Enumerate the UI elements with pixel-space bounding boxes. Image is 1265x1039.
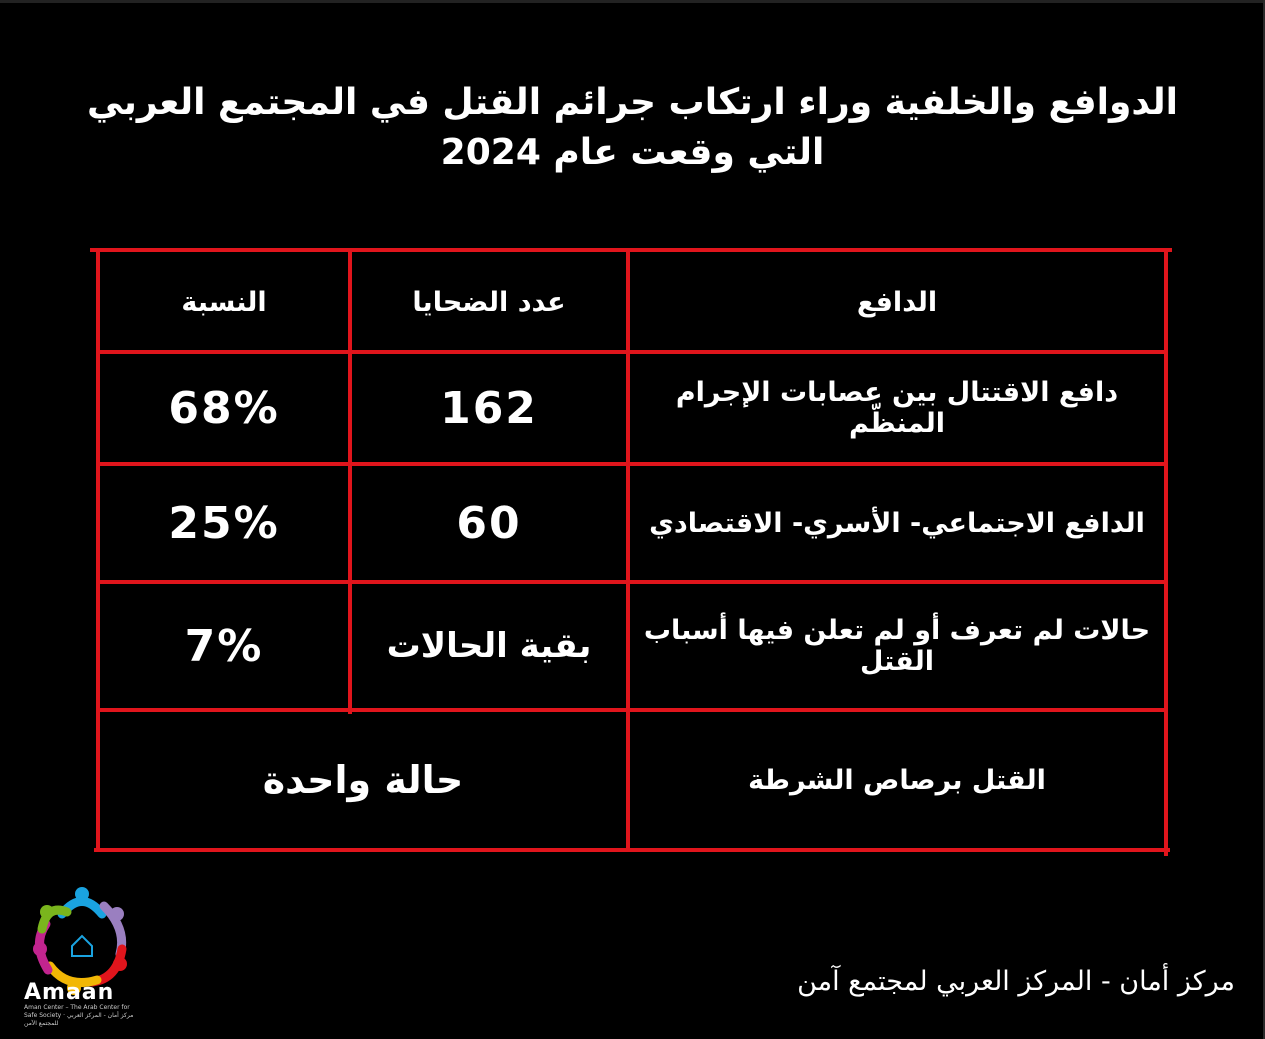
logo-house bbox=[72, 936, 92, 956]
row2-percent: 25% bbox=[168, 497, 280, 549]
header-percent: النسبة bbox=[181, 286, 267, 318]
header-reason: الدافع bbox=[856, 286, 938, 318]
row4-reason: القتل برصاص الشرطة bbox=[748, 764, 1046, 796]
top-border bbox=[0, 0, 1265, 3]
row1-reason: دافع الاقتتال بين عصابات الإجرام المنظّم bbox=[675, 377, 1119, 439]
table-border-right bbox=[1164, 248, 1168, 856]
row1-percent: 68% bbox=[168, 382, 280, 434]
logo-subtitle: Aman Center – The Arab Center for Safe Society · مركز أمان - المركز العربي للمجتمع الآمن bbox=[24, 1004, 134, 1027]
table-border-bottom bbox=[94, 848, 1170, 852]
row2-victims: 60 bbox=[456, 497, 522, 549]
footer-text: مركز أمان - المركز العربي لمجتمع آمن bbox=[797, 966, 1235, 997]
title-line-1: الدوافع والخلفية وراء ارتكاب جرائم القتل في المجتمع العربي bbox=[86, 82, 1179, 123]
logo-wordmark: Amaan bbox=[24, 980, 115, 1005]
row3-victims: بقية الحالات bbox=[386, 626, 592, 666]
row2-reason: الدافع الاجتماعي- الأسري- الاقتصادي bbox=[649, 507, 1145, 539]
row4-value: حالة واحدة bbox=[262, 758, 464, 802]
row3-reason: حالات لم تعرف أو لم تعلن فيها أسباب القتل bbox=[643, 615, 1151, 677]
row1-victims: 162 bbox=[440, 382, 538, 434]
logo-figure-green bbox=[42, 910, 67, 929]
table-border-top bbox=[90, 248, 1172, 252]
page-title bbox=[0, 78, 1265, 178]
row3-percent: 7% bbox=[184, 620, 264, 672]
title-line-2: التي وقعت عام 2024 bbox=[440, 132, 825, 173]
motives-table bbox=[90, 248, 1172, 856]
header-victims: عدد الضحايا bbox=[412, 286, 566, 318]
